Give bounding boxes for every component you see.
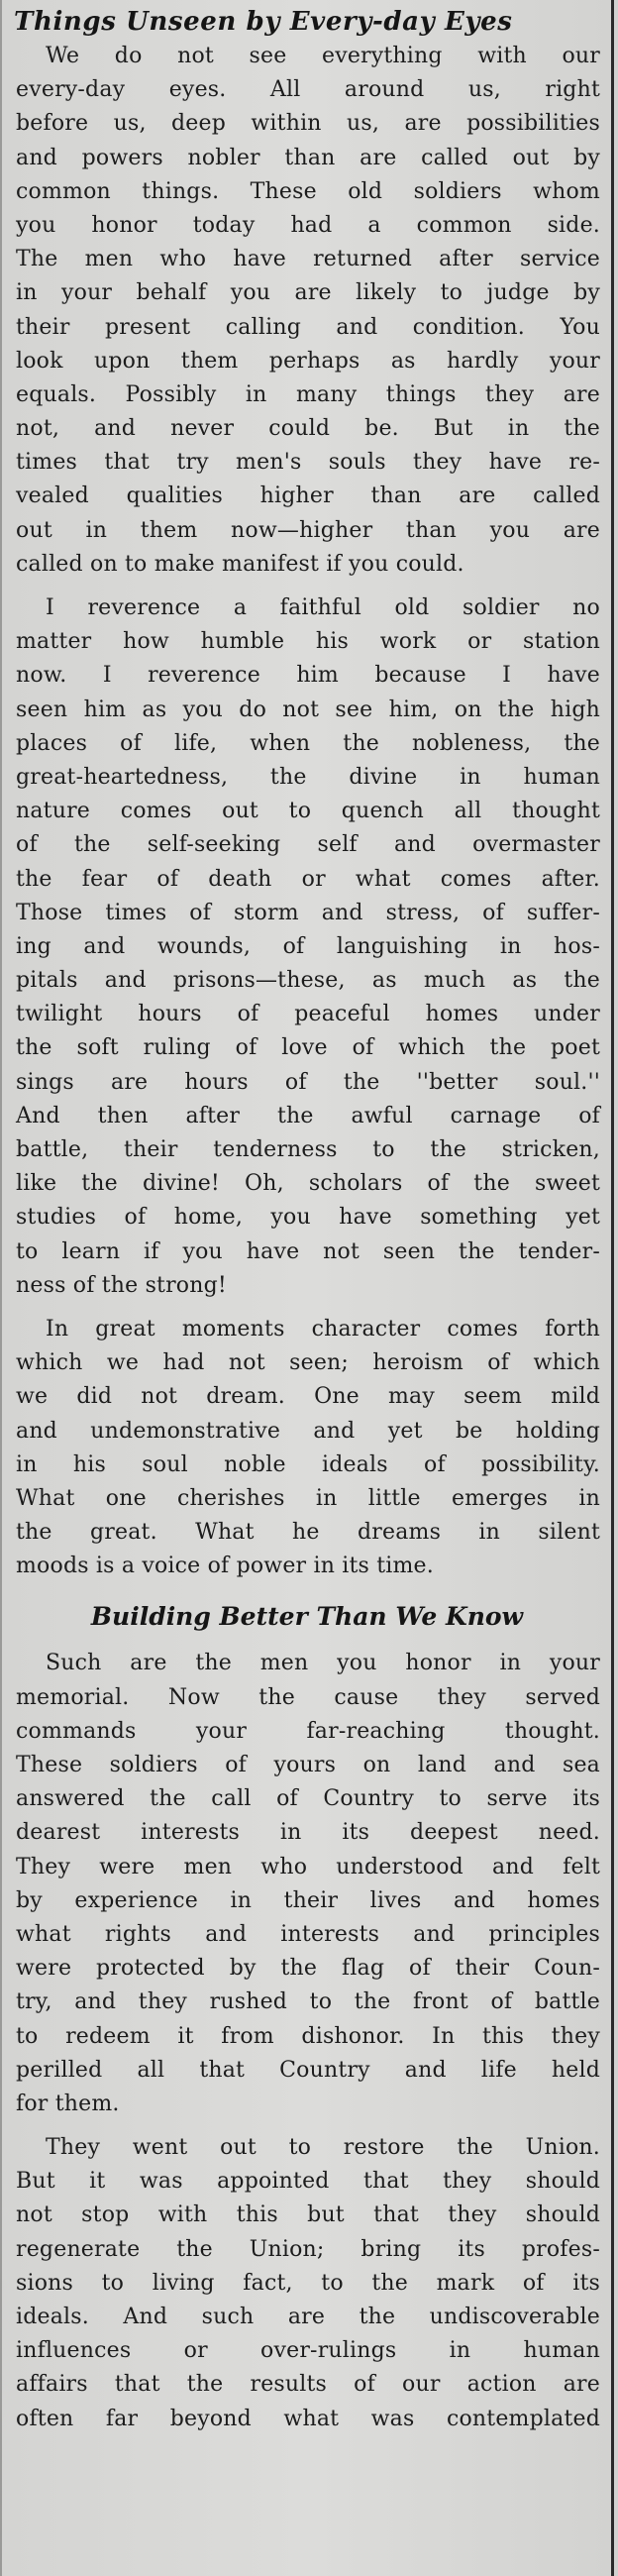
text-line: try, and they rushed to the front of battle: [16, 1989, 600, 2015]
text-line: moods is a voice of power in its time.: [16, 1554, 434, 1579]
text-line: They went out to restore the Union.: [46, 2135, 600, 2161]
text-line: nature comes out to quench all thought: [16, 799, 600, 824]
text-line: regenerate the Union; bring its profes-: [16, 2236, 600, 2262]
text-line: by experience in their lives and homes: [16, 1887, 600, 1913]
text-line: we did not dream. One may seem mild: [16, 1384, 600, 1410]
text-line: great-heartedness, the divine in human: [16, 764, 600, 790]
text-line: the great. What he dreams in silent: [16, 1520, 600, 1546]
text-line: studies of home, you have something yet: [16, 1205, 600, 1231]
text-line: for them.: [16, 2091, 120, 2116]
text-line: twilight hours of peaceful homes under: [16, 1002, 600, 1027]
right-column-rule: [611, 0, 614, 2576]
section-paragraph: [14, 2131, 600, 2436]
text-line: and undemonstrative and yet be holding: [16, 1418, 600, 1444]
text-line: equals. Possibly in many things they are: [16, 381, 600, 407]
text-line: affairs that the results of our action are: [16, 2372, 600, 2398]
text-line: ideals. And such are the undiscoverable: [16, 2305, 600, 2329]
text-line: in his soul noble ideals of possibility.: [16, 1451, 600, 1477]
text-line: answered the call of Country to serve its: [16, 1786, 600, 1812]
text-line: I reverence a faithful old soldier no: [46, 595, 600, 620]
text-line: ing and wounds, of languishing in hos-: [16, 933, 600, 959]
text-line: places of life, when the nobleness, the: [16, 730, 600, 756]
text-line: These soldiers of yours on land and sea: [16, 1753, 600, 1777]
text-line: to redeem it from dishonor. In this they: [16, 2023, 600, 2049]
text-line: often far beyond what was contemplated: [16, 2406, 600, 2431]
text-line: like the divine! Oh, scholars of the sweet: [16, 1171, 600, 1197]
text-line: common things. These old soldiers whom: [16, 178, 600, 204]
text-line: In great moments character comes forth: [46, 1316, 600, 1342]
text-line: seen him as you do not see him, on the high: [16, 697, 600, 722]
text-line: the soft ruling of love of which the poet: [16, 1035, 600, 1061]
article-paragraph: [14, 591, 600, 1303]
text-line: dearest interests in its deepest need.: [16, 1820, 600, 1846]
article-headline: Things Unseen by Every-day Eyes: [14, 7, 513, 37]
section-headline: Building Better Than We Know: [90, 1602, 524, 1632]
text-line: what rights and interests and principles: [16, 1921, 600, 1947]
text-line: which we had not seen; heroism of which: [16, 1350, 600, 1376]
text-line: you honor today had a common side.: [16, 212, 600, 238]
text-line: Such are the men you honor in your: [46, 1651, 600, 1676]
text-line: look upon them perhaps as hardly your: [16, 348, 600, 374]
article-paragraph: [14, 40, 600, 582]
text-line: called on to make manifest if you could.: [16, 551, 464, 577]
text-line: were protected by the flag of their Coun-: [16, 1956, 600, 1982]
text-line: not, and never could be. But in the: [16, 416, 600, 442]
text-line: And then after the awful carnage of: [16, 1103, 600, 1128]
text-line: sions to living fact, to the mark of its: [16, 2270, 600, 2296]
text-line: ness of the strong!: [16, 1272, 227, 1298]
text-line: matter how humble his work or station: [16, 629, 600, 655]
text-line: memorial. Now the cause they served: [16, 1684, 600, 1710]
text-line: We do not see everything with our: [46, 44, 600, 68]
text-line: influences or over-rulings in human: [16, 2338, 600, 2364]
text-line: and powers nobler than are called out by: [16, 145, 600, 170]
text-line: out in them now—higher than you are: [16, 517, 600, 543]
text-line: What one cherishes in little emerges in: [16, 1485, 600, 1511]
text-line: sings are hours of the ''better soul.'': [16, 1069, 600, 1095]
text-column: [14, 4, 600, 2446]
text-line: times that try men's souls they have re-: [16, 450, 600, 476]
text-line: Those times of storm and stress, of suffer-: [16, 900, 600, 925]
text-line: of the self-seeking self and overmaster: [16, 832, 600, 858]
text-line: to learn if you have not seen the tender-: [16, 1238, 600, 1264]
text-line: The men who have returned after service: [16, 247, 600, 272]
text-line: before us, deep within us, are possibilities: [16, 111, 600, 137]
text-line: They were men who understood and felt: [16, 1854, 600, 1879]
text-line: pitals and prisons—these, as much as the: [16, 968, 600, 994]
text-line: in your behalf you are likely to judge by: [16, 280, 600, 306]
text-line: battle, their tenderness to the stricken,: [16, 1137, 600, 1162]
text-line: every-day eyes. All around us, right: [16, 77, 600, 103]
section-paragraph: [14, 1647, 600, 2121]
text-line: now. I reverence him because I have: [16, 663, 600, 689]
text-line: not stop with this but that they should: [16, 2202, 600, 2228]
text-line: their present calling and condition. You: [16, 314, 600, 340]
left-column-rule: [0, 0, 2, 2576]
article-paragraph: [14, 1313, 600, 1584]
text-line: the fear of death or what comes after.: [16, 866, 600, 892]
text-line: But it was appointed that they should: [16, 2169, 600, 2195]
text-line: vealed qualities higher than are called: [16, 483, 600, 509]
text-line: perilled all that Country and life held: [16, 2057, 600, 2083]
text-line: commands your far-reaching thought.: [16, 1718, 600, 1744]
